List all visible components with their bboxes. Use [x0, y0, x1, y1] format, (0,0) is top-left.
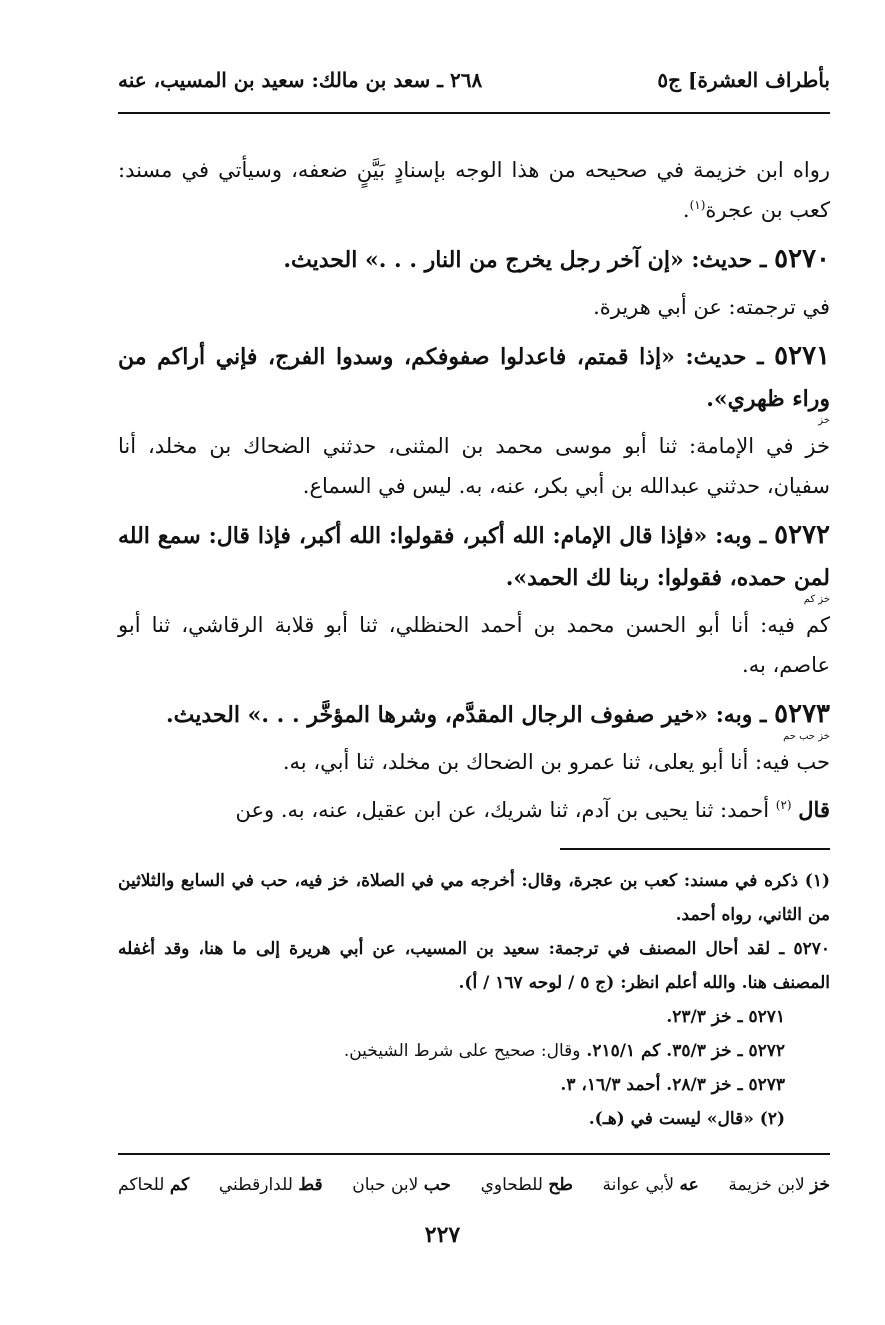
- footnotes: [118, 864, 830, 1136]
- header-section-title: ٢٦٨ ـ سعد بن مالك: سعيد بن المسيب، عنه: [118, 68, 483, 92]
- legend-item: قط للدارقطني: [218, 1175, 323, 1195]
- running-header: [118, 62, 830, 98]
- hadith-number: ٥٢٧٠: [774, 244, 830, 274]
- page-number: ٢٢٧: [424, 1222, 461, 1248]
- legend-item: كم للحاكم: [118, 1175, 190, 1195]
- footnote-ref-1[interactable]: (١): [689, 198, 706, 212]
- footnote-5272: ٥٢٧٢ ـ خز ٣٥/٣. كم ٢١٥/١. وقال: صحيح على شرط الشيخين.: [343, 1041, 785, 1061]
- hadith-number: ٥٢٧٣: [774, 699, 830, 729]
- paragraph-2: في ترجمته: عن أبي هريرة.: [593, 295, 830, 319]
- footnote-rule: [560, 848, 830, 850]
- hadith-text: ـ حديث: «إذا قمتم، فاعدلوا صفوفكم، وسدوا الفرج، فإني أراكم من وراء ظهري».: [118, 344, 830, 412]
- hadith-text: ـ وبه: «خير صفوف الرجال المقدَّم، وشرها المؤخَّر . . .» الحديث.: [166, 702, 767, 728]
- main-text: [118, 150, 830, 838]
- footnote-5270: ٥٢٧٠ ـ لقد أحال المصنف في ترجمة: سعيد بن المسيب، عن أبي هريرة إلى ما هنا، وقد أغفله المصنف هنا. والله أعلم انظر: (ج ٥ / لوحه ١٦٧ / أ).: [118, 939, 830, 993]
- footnote-5271: ٥٢٧١ ـ خز ٢٣/٣.: [666, 1007, 785, 1027]
- legend-item: حب لابن حبان: [352, 1175, 451, 1195]
- hadith-text: ـ حديث: «إن آخر رجل يخرج من النار . . .» الحديث.: [283, 247, 767, 273]
- paragraph-6: قال $^{(٢)}$ أحمد: ثنا يحيى بن آدم، ثنا شريك، عن ابن عقيل، عنه، به. وعن: [235, 797, 830, 822]
- hadith-5270: [118, 238, 830, 281]
- legend-item: طح للطحاوي: [480, 1175, 573, 1195]
- source-siglum: خز: [818, 415, 830, 426]
- source-siglum: خز كم: [803, 594, 830, 605]
- hadith-5273: [118, 693, 830, 742]
- footnote-1: (١) ذكره في مسند: كعب بن عجرة، وقال: أخرجه مي في الصلاة، خز فيه، حب في السابع والثلاثين من الثاني، رواه أحمد.: [118, 871, 830, 925]
- hadith-text: ـ وبه: «فإذا قال الإمام: الله أكبر، فقولوا: الله أكبر، فإذا قال: سمع الله لمن حمده، فقولوا: ربنا لك الحمد».: [118, 523, 830, 591]
- paragraph-5: حب فيه: أنا أبو يعلى، ثنا عمرو بن الضحاك بن مخلد، ثنا أبي، به.: [282, 750, 830, 774]
- paragraph-1: رواه ابن خزيمة في صحيحه من هذا الوجه بإسنادٍ بَيَّنٍ ضعفه، وسيأتي في مسند: كعب بن عجرة$^{(١)}$.: [118, 158, 830, 222]
- legend-rule: [118, 1153, 830, 1155]
- hadith-5272: [118, 514, 830, 605]
- hadith-number: ٥٢٧١: [774, 341, 830, 371]
- hadith-number: ٥٢٧٢: [774, 520, 830, 550]
- footnote-2: (٢) «قال» ليست في (هـ).: [588, 1109, 785, 1129]
- footnote-5273: ٥٢٧٣ ـ خز ٢٨/٣. أحمد ١٦/٣، ٣.: [560, 1075, 785, 1095]
- legend-item: عه لأبي عوانة: [602, 1175, 699, 1195]
- abbreviation-legend: [118, 1170, 830, 1200]
- header-book-title: بأطراف العشرة] ج٥: [657, 68, 830, 92]
- paragraph-4: كم فيه: أنا أبو الحسن محمد بن أحمد الحنظلي، ثنا أبو قلابة الرقاشي، ثنا أبو عاصم، به.: [118, 613, 830, 677]
- source-siglum: خز حب حم: [783, 731, 830, 742]
- hadith-5271: [118, 335, 830, 426]
- paragraph-3: خز في الإمامة: ثنا أبو موسى محمد بن المثنى، حدثني الضحاك بن مخلد، أنا سفيان، حدثني عبدالله بن أبي بكر، عنه، به. ليس في السماع.: [118, 434, 830, 498]
- header-rule: [118, 112, 830, 114]
- legend-item: خز لابن خزيمة: [728, 1175, 830, 1195]
- footnote-ref-2[interactable]: (٢): [775, 798, 792, 812]
